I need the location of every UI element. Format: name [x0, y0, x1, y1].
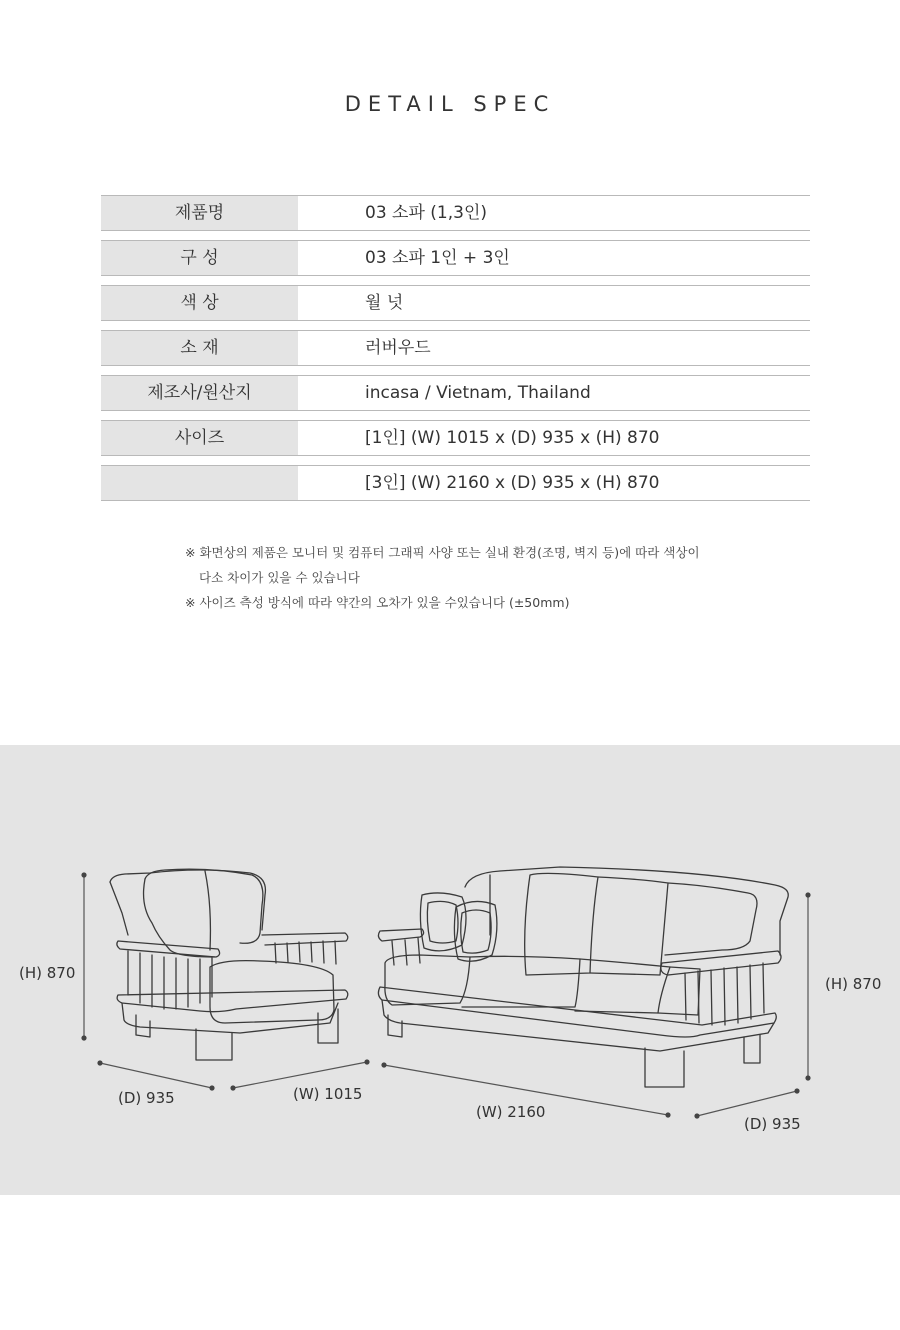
spec-row-size-1 — [101, 420, 810, 456]
spec-label: 사이즈 — [101, 421, 298, 455]
spec-row-material — [101, 330, 810, 366]
spec-value: 03 소파 1인 + 3인 — [365, 248, 510, 268]
armchair-drawing — [110, 869, 348, 1060]
spec-table — [101, 195, 810, 510]
page-title: DETAIL SPEC — [344, 92, 556, 116]
sofa-width-label: (W) 2160 — [476, 1103, 546, 1121]
spec-label: 구 성 — [101, 241, 298, 275]
spec-label: 색 상 — [101, 286, 298, 320]
dimension-dots — [81, 872, 810, 1118]
spec-label — [101, 466, 298, 500]
spec-value: 러버우드 — [365, 338, 431, 358]
spec-label: 제품명 — [101, 196, 298, 230]
dimension-drawing — [0, 745, 900, 1195]
spec-row-manufacturer — [101, 375, 810, 411]
spec-value: 03 소파 (1,3인) — [365, 203, 488, 223]
sofa-line-drawing — [0, 745, 900, 1195]
spec-row-product-name — [101, 195, 810, 231]
note-line: ※ 화면상의 제품은 모니터 및 컴퓨터 그래픽 사양 또는 실내 환경(조명, 벽지 등)에 따라 색상이 — [185, 545, 700, 560]
armchair-depth-label: (D) 935 — [118, 1089, 175, 1107]
armchair-height-label: (H) 870 — [19, 964, 76, 982]
note-line: 다소 차이가 있을 수 있습니다 — [199, 570, 360, 585]
spec-row-size-3 — [101, 465, 810, 501]
spec-value: 월 넛 — [365, 293, 404, 313]
spec-value: [1인] (W) 1015 x (D) 935 x (H) 870 — [365, 428, 660, 448]
sofa-drawing — [378, 867, 788, 1087]
sofa-height-label: (H) 870 — [825, 975, 882, 993]
sofa-depth-label: (D) 935 — [744, 1115, 801, 1133]
spec-label: 소 재 — [101, 331, 298, 365]
note-line: ※ 사이즈 측성 방식에 따라 약간의 오차가 있을 수있습니다 (±50mm) — [185, 595, 570, 610]
armchair-width-label: (W) 1015 — [293, 1085, 363, 1103]
spec-label: 제조사/원산지 — [101, 376, 298, 410]
spec-row-color — [101, 285, 810, 321]
spec-row-composition — [101, 240, 810, 276]
spec-value: incasa / Vietnam, Thailand — [365, 383, 591, 403]
disclaimer-notes — [185, 540, 700, 615]
spec-value: [3인] (W) 2160 x (D) 935 x (H) 870 — [365, 473, 660, 493]
